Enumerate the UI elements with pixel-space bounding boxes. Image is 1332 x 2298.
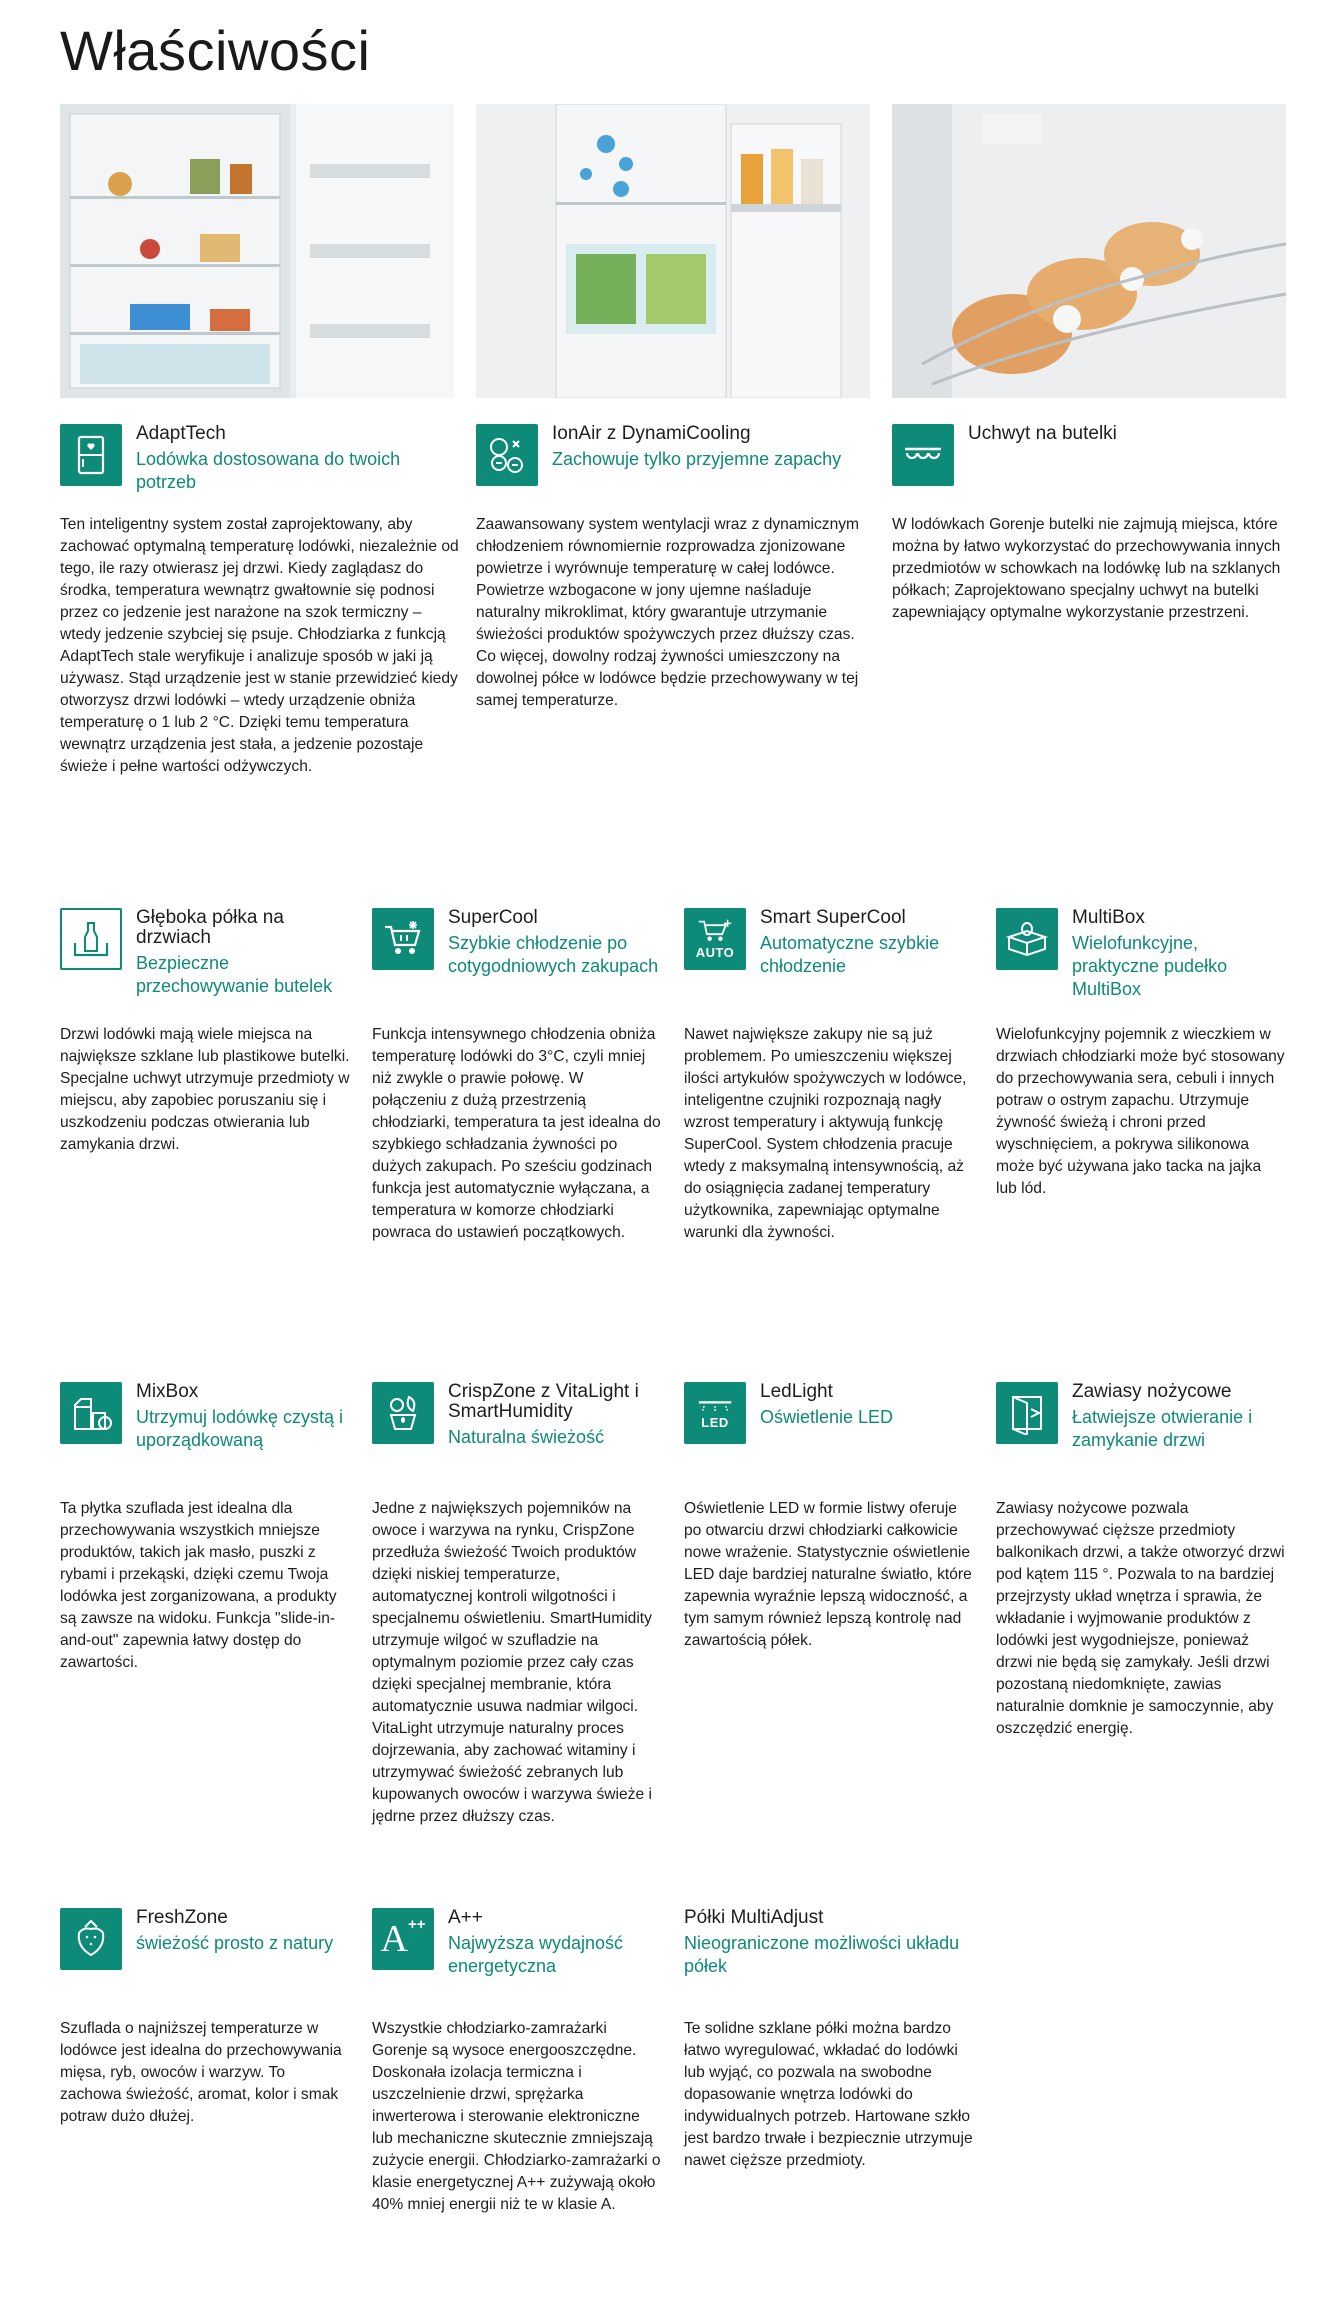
feature-crispzone — [372, 1380, 662, 1828]
feature-name: AdaptTech — [136, 423, 226, 444]
feature-description: Szuflada o najniższej temperaturze w lodówce jest idealna do przechowywania mięsa, ryb, owoców i warzyw. To zachowa świeżość, aromat, kolor i smak potraw dużo dłużej. — [60, 2020, 342, 2125]
feature-name: MultiBox — [1072, 907, 1145, 928]
ionair-icon — [476, 424, 538, 486]
feature-subtitle: Łatwiejsze otwieranie i zamykanie drzwi — [1072, 1407, 1253, 1450]
feature-name: Smart SuperCool — [760, 907, 906, 928]
feature-ionair — [476, 422, 876, 712]
ionair-fridge-photo — [476, 104, 870, 398]
energy-plus: ++ — [407, 1916, 426, 1933]
feature-mixbox — [60, 1380, 350, 1674]
feature-smart-supercool — [684, 906, 974, 1244]
led-label: LED — [701, 1414, 729, 1430]
feature-name: LedLight — [760, 1381, 833, 1402]
feature-name: MixBox — [136, 1381, 199, 1402]
page-title: Właściwości — [60, 19, 371, 82]
feature-multibox — [996, 906, 1286, 1200]
feature-name: Półki MultiAdjust — [684, 1907, 824, 1928]
smart-supercool-icon — [684, 908, 746, 970]
feature-description: Drzwi lodówki mają wiele miejsca na największe szklane lub plastikowe butelki. Specjalne uchwyt utrzymuje przedmioty w miejscu, aby zapobiec poruszaniu się i uszkodzeniu podczas otwierania lub zamykania drzwi. — [60, 1026, 350, 1153]
feature-name: SuperCool — [448, 907, 538, 928]
feature-description: W lodówkach Gorenje butelki nie zajmują miejsca, które można by łatwo wykorzystać do przechowywania innych przedmiotów w schowkach na lodówkę lub na szklanych półkach; Zaprojektowano specjalny uchwyt na butelki zapewniający optymalne wykorzystanie przestrzeni. — [892, 516, 1281, 621]
feature-supercool — [372, 906, 662, 1244]
feature-freshzone — [60, 1906, 350, 2128]
feature-name: CrispZone z VitaLight i SmartHumidity — [448, 1381, 639, 1422]
feature-bottle-holder — [892, 422, 1292, 624]
feature-subtitle: Bezpieczne przechowywanie butelek — [136, 953, 333, 996]
freshzone-icon — [60, 1908, 122, 1970]
feature-subtitle: Oświetlenie LED — [760, 1407, 894, 1427]
energy-letter: A — [380, 1918, 408, 1960]
feature-description: Funkcja intensywnego chłodzenia obniża temperaturę lodówki do 3°C, czyli mniej niż zwykle o prawie połowę. W połączeniu z dużą przestrzenią chłodziarki, temperatura ta jest idealna do szybkiego schładzania żywności po dużych zakupach. Po sześciu godzinach funkcja jest automatycznie wyłączana, a temperatura w komorze chłodziarki powraca do ustawień początkowych. — [372, 1026, 661, 1241]
led-light-icon — [684, 1382, 746, 1444]
feature-subtitle: Nieograniczone możliwości układu półek — [684, 1933, 960, 1976]
feature-deep-shelf — [60, 906, 350, 1156]
feature-name: A++ — [448, 1907, 483, 1928]
supercool-icon — [372, 908, 434, 970]
feature-name: Głęboka półka na drzwiach — [136, 907, 284, 948]
fridge-interior-photo — [60, 104, 454, 398]
scissor-hinge-icon — [996, 1382, 1058, 1444]
feature-description: Ten inteligentny system został zaprojektowany, aby zachować optymalną temperaturę lodówki, niezależnie od tego, ile razy otwierasz jej drzwi. Kiedy zaglądasz do środka, temperatura wewnątrz gwałtownie się podnosi przez co jedzenie jest narażone na szok termiczny – wtedy jedzenie szybciej się psuje. Chłodziarka z funkcją AdaptTech stale weryfikuje i analizuje sposób w jaki ją używasz. Stąd urządzenie jest w stanie przewidzieć kiedy otworzysz drzwi lodówki – wtedy urządzenie obniża temperaturę o 1 lub 2 °C. Dzięki temu temperatura wewnątrz urządzenia jest stała, a jedzenie pozostaje świeże i pełne wartości odżywczych. — [60, 516, 459, 775]
feature-description: Wielofunkcyjny pojemnik z wieczkiem w drzwiach chłodziarki może być stosowany do przechowywania sera, cebuli i innych potraw o ostrym zapachu. Utrzymuje żywność świeżą i chroni przed wyschnięciem, a pokrywa silikonowa może być używana jako tacka na jajka lub lód. — [996, 1026, 1285, 1197]
feature-subtitle: Najwyższa wydajność energetyczna — [448, 1933, 624, 1976]
feature-subtitle: Automatyczne szybkie chłodzenie — [760, 933, 940, 976]
bottle-holder-icon — [892, 424, 954, 486]
feature-description: Oświetlenie LED w formie listwy oferuje po otwarciu drzwi chłodziarki całkowicie nowe wrażenie. Statystycznie oświetlenie LED daje bardziej naturalne światło, które zapewnia wyraźnie lepszą widoczność, a tym samym również lepszą kontrolę nad zawartością półek. — [684, 1500, 972, 1649]
feature-description: Wszystkie chłodziarko-zamrażarki Gorenje są wysoce energooszczędne. Doskonała izolacja termiczna i uszczelnienie drzwi, sprężarka inwerterowa i sterowanie elektroniczne lub mechaniczne skutecznie zmniejszają zużycie energii. Chłodziarko-zamrażarki o klasie energetycznej A++ zużywają około 40% mniej energii niż te w klasie A. — [372, 2020, 661, 2213]
energy-class-icon — [372, 1908, 434, 1970]
feature-subtitle: Zachowuje tylko przyjemne zapachy — [552, 449, 842, 469]
feature-subtitle: świeżość prosto z natury — [136, 1933, 334, 1953]
feature-scissor-hinges — [996, 1380, 1286, 1740]
feature-ledlight — [684, 1380, 974, 1652]
feature-subtitle: Utrzymuj lodówkę czystą i uporządkowaną — [136, 1407, 344, 1450]
feature-name: Zawiasy nożycowe — [1072, 1381, 1232, 1402]
auto-label: AUTO — [695, 945, 735, 960]
feature-description: Nawet największe zakupy nie są już problemem. Po umieszczeniu większej ilości artykułów spożywczych w lodówce, inteligentne czujniki rozpoznają nagły wzrost temperatury i aktywują funkcję SuperCool. System chłodzenia pracuje wtedy z maksymalną intensywnością, aż do osiągnięcia zadanej temperatury użytkownika, zapewniając optymalne warunki dla żywności. — [684, 1026, 967, 1241]
feature-subtitle: Naturalna świeżość — [448, 1427, 605, 1447]
feature-name: FreshZone — [136, 1907, 228, 1928]
mixbox-icon — [60, 1382, 122, 1444]
deep-shelf-icon — [60, 908, 122, 970]
crispzone-icon — [372, 1382, 434, 1444]
feature-description: Zawiasy nożycowe pozwala przechowywać cięższe przedmioty balkonikach drzwi, a także otworzyć drzwi pod kątem 115 °. Pozwala to na bardziej przejrzysty układ wnętrza i sprawia, że wkładanie i wyjmowanie produktów z lodówki jest wygodniejsze, ponieważ drzwi nie będą się zamykały. Jeśli drzwi pozostaną niedomknięte, zawias naturalnie domknie je samoczynnie, aby oszczędzić energię. — [996, 1500, 1285, 1737]
multibox-icon — [996, 908, 1058, 970]
feature-description: Te solidne szklane półki można bardzo łatwo wyregulować, wkładać do lodówki lub wyjąć, co pozwala na swobodne dopasowanie wnętrza lodówki do indywidualnych potrzeb. Hartowane szkło jest bardzo trwałe i bezpiecznie utrzymuje nawet cięższe przedmioty. — [684, 2020, 973, 2169]
feature-subtitle: Szybkie chłodzenie po cotygodniowych zakupach — [448, 933, 659, 976]
feature-subtitle: Wielofunkcyjne, praktyczne pudełko MultiBox — [1072, 933, 1228, 999]
adapttech-icon — [60, 424, 122, 486]
feature-energy-class — [372, 1906, 662, 2216]
feature-description: Jedne z największych pojemników na owoce i warzywa na rynku, CrispZone przedłuża świeżość Twoich produktów dzięki niskiej temperaturze, automatycznej kontroli wilgotności i specjalnemu oświetleniu. SmartHumidity utrzymuje wilgoć w szufladzie na optymalnym poziomie przez cały czas dzięki specjalnej membranie, która automatycznie usuwa nadmiar wilgoci. VitaLight utrzymuje naturalny proces dojrzewania, aby zachować witaminy i utrzymywać świeżość zebranych lub kupowanych owoców i warzywa świeże i jędrne przez dłuższy czas. — [372, 1500, 652, 1825]
feature-name: Uchwyt na butelki — [968, 423, 1117, 444]
feature-adapttech — [60, 422, 460, 778]
feature-description: Zaawansowany system wentylacji wraz z dynamicznym chłodzeniem równomiernie rozprowadza zjonizowane powietrze i wyrównuje temperaturę w całej lodówce. Powietrze wzbogacone w jony ujemne naśladuje naturalny mikroklimat, który gwarantuje utrzymanie świeżości produktów spożywczych przez dłuższy czas. Co więcej, dowolny rodzaj żywności umieszczony na dowolnej półce w lodówce będzie przechowywany w tej samej temperaturze. — [476, 516, 860, 709]
feature-description: Ta płytka szuflada jest idealna dla przechowywania wszystkich mniejsze produktów, takich jak masło, puszki z rybami i przekąski, dzięki czemu Twoja lodówka jest zorganizowana, a produkty są zawsze na widoku. Funkcja "slide-in-and-out" zapewnia łatwy dostęp do zawartości. — [60, 1500, 337, 1671]
bottle-holder-photo — [892, 104, 1286, 398]
feature-name: IonAir z DynamiCooling — [552, 423, 751, 444]
feature-subtitle: Lodówka dostosowana do twoich potrzeb — [136, 449, 401, 492]
feature-multiadjust-shelves — [684, 1906, 974, 2172]
